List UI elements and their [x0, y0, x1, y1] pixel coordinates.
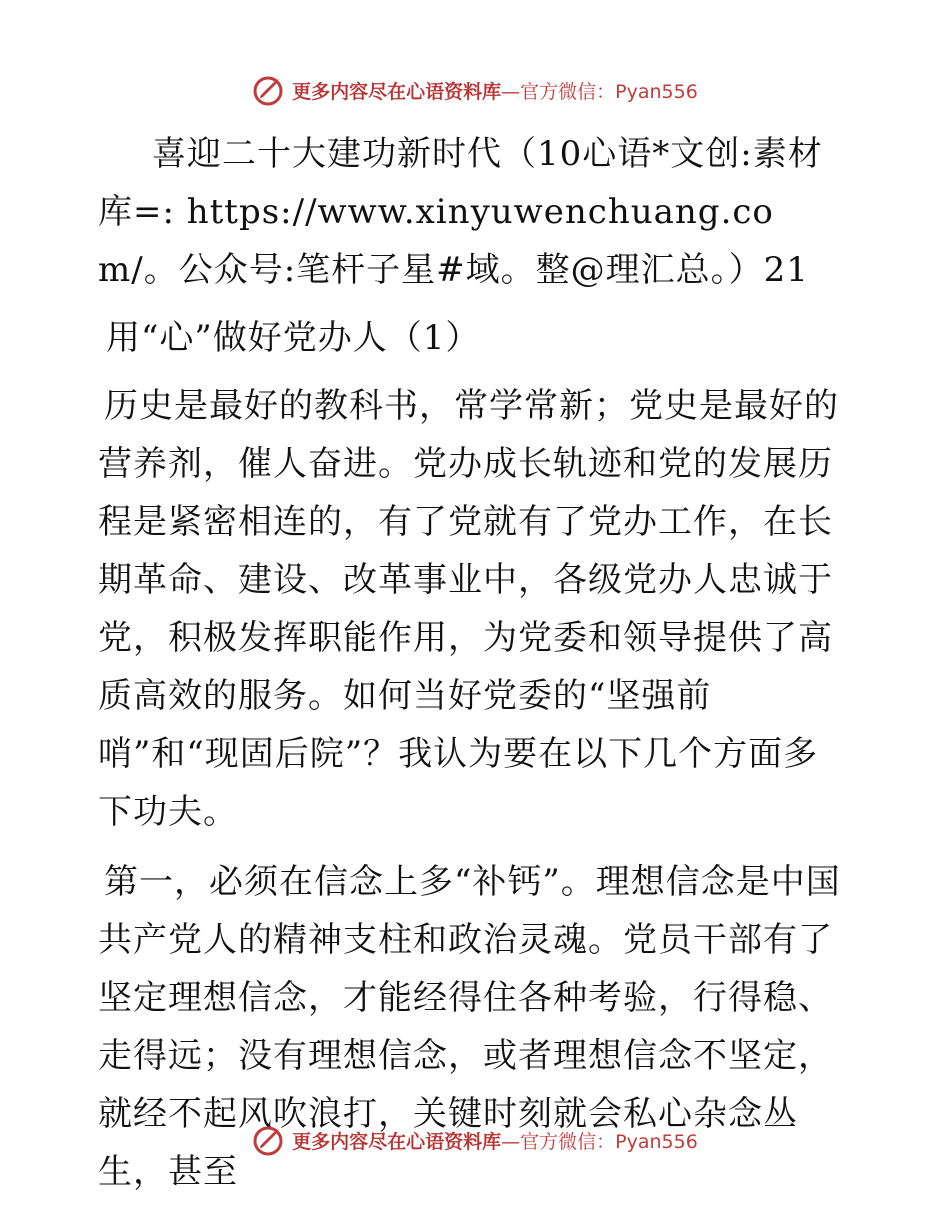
document-title: 喜迎二十大建功新时代（10心语*文创:素材库=: https://www.xinyuwenchuang.com/。公众号:笔杆子星#域。整@理汇总。）21 — [98, 134, 823, 290]
watermark-dash: — — [501, 1130, 521, 1153]
watermark-main: 更多内容尽在心语资料库 — [292, 80, 502, 103]
watermark-suffix: 官方微信：Pyan556 — [520, 80, 698, 103]
watermark-banner-bottom — [0, 1120, 950, 1160]
paragraph-1: 历史是最好的教科书，常学常新；党史是最好的营养剂，催人奋进。党办成长轨迹和党的发展历程是紧密相连的，有了党就有了党办工作，在长期革命、建设、改革事业中，各级党办人忠诚于党，积极发挥职能作用，为党委和领导提供了高质高效的服务。如何当好党委的“坚强前哨”和“现固后院”？我认为要在以下几个方面多下功夫。 — [98, 386, 839, 832]
watermark-main: 更多内容尽在心语资料库 — [292, 1130, 502, 1153]
watermark-text — [292, 77, 698, 104]
paragraph-2: 第一，必须在信念上多“补钙”。理想信念是中国共产党人的精神支柱和政治灵魂。党员干部有了坚定理想信念，才能经得住各种考验，行得稳、走得远；没有理想信念，或者理想信念不坚定，就经不起风吹浪打，关键时刻就会私心杂念丛生，甚至 — [98, 862, 841, 1192]
watermark-banner-top — [0, 70, 950, 110]
watermark-dash: — — [501, 80, 521, 103]
document-body — [98, 125, 850, 1213]
section-heading: 用“心”做好党办人（1） — [106, 318, 481, 358]
watermark-text — [292, 1127, 698, 1154]
pen-logo-icon — [252, 1123, 286, 1157]
watermark-suffix: 官方微信：Pyan556 — [520, 1130, 698, 1153]
pen-logo-icon — [252, 73, 286, 107]
